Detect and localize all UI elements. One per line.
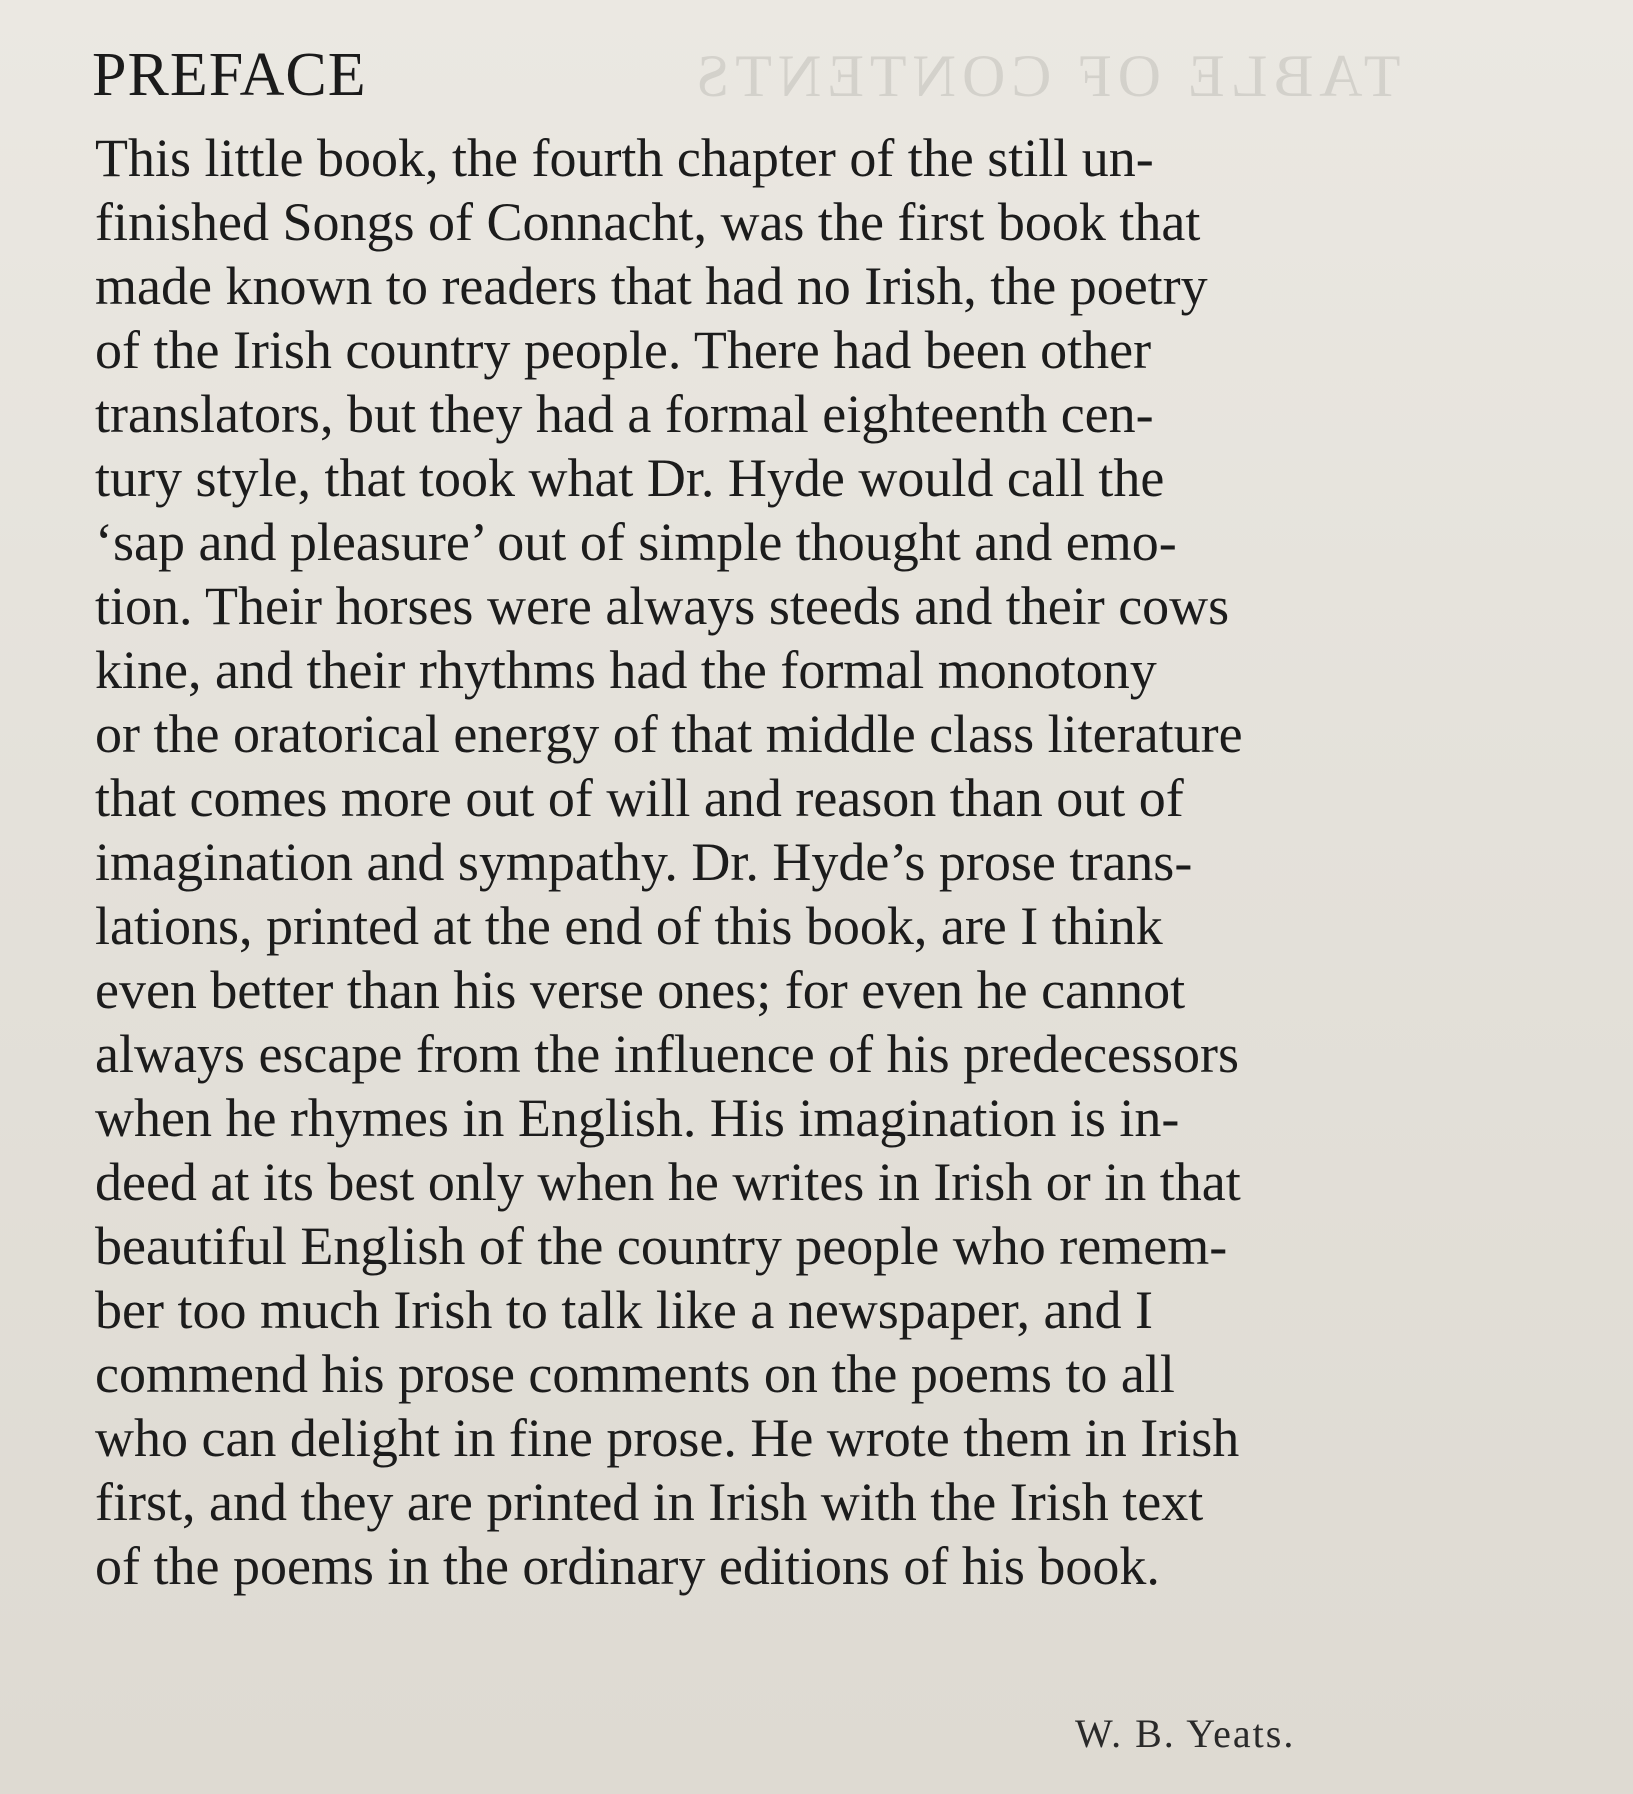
text-line-17: deed at its best only when he writes in Irish or in that bbox=[95, 1152, 1241, 1212]
text-line-11: that comes more out of will and reason than out of bbox=[95, 768, 1184, 828]
page-title: PREFACE bbox=[92, 41, 367, 109]
text-line-10: or the oratorical energy of that middle class literature bbox=[95, 704, 1243, 764]
text-line-18: beautiful English of the country people who remem- bbox=[95, 1216, 1228, 1276]
show-through-text: TABLE OF CONTENTS bbox=[690, 43, 1401, 109]
text-line-21: who can delight in fine prose. He wrote them in Irish bbox=[95, 1408, 1240, 1468]
author-signature: W. B. Yeats. bbox=[1075, 1711, 1296, 1756]
text-line-9: kine, and their rhythms had the formal monotony bbox=[95, 640, 1157, 700]
text-line-22: first, and they are printed in Irish with the Irish text bbox=[95, 1472, 1204, 1532]
text-line-16: when he rhymes in English. His imagination is in- bbox=[95, 1088, 1180, 1148]
text-line-20: commend his prose comments on the poems to all bbox=[95, 1344, 1175, 1404]
text-line-12: imagination and sympathy. Dr. Hyde’s prose trans- bbox=[95, 832, 1193, 892]
text-line-2: finished Songs of Connacht, was the first book that bbox=[95, 192, 1201, 252]
text-line-3: made known to readers that had no Irish, the poetry bbox=[95, 256, 1208, 316]
text-line-13: lations, printed at the end of this book, are I think bbox=[95, 896, 1163, 956]
text-line-7: ‘sap and pleasure’ out of simple thought and emo- bbox=[95, 512, 1177, 572]
text-line-14: even better than his verse ones; for even he cannot bbox=[95, 960, 1186, 1020]
text-line-4: of the Irish country people. There had been other bbox=[95, 320, 1152, 380]
text-line-23: of the poems in the ordinary editions of his book. bbox=[95, 1536, 1160, 1596]
text-line-6: tury style, that took what Dr. Hyde would call the bbox=[95, 448, 1165, 508]
text-line-8: tion. Their horses were always steeds and their cows bbox=[95, 576, 1230, 636]
text-line-19: ber too much Irish to talk like a newspaper, and I bbox=[95, 1280, 1154, 1340]
text-line-1: This little book, the fourth chapter of the still un- bbox=[95, 128, 1154, 188]
text-line-5: translators, but they had a formal eighteenth cen- bbox=[95, 384, 1154, 444]
text-line-15: always escape from the influence of his predecessors bbox=[95, 1024, 1240, 1084]
